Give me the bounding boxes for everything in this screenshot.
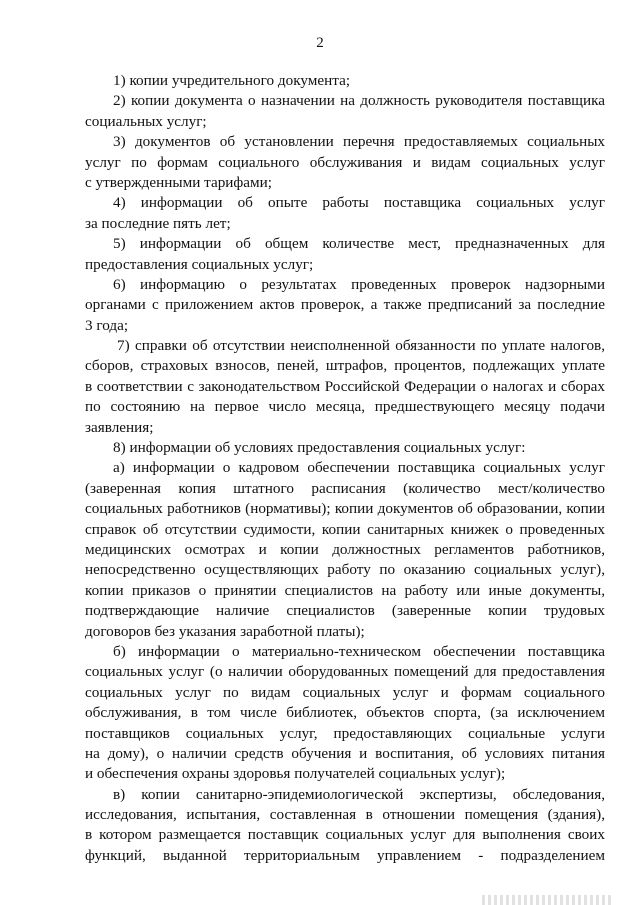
text-line: по состоянию на первое число месяца, предшествующего месяцу подачи (85, 398, 605, 416)
text-line: социальных услуг (о наличии оборудованных помещений для предоставления (85, 663, 605, 681)
text-line: договоров без указания заработной платы); (85, 622, 365, 640)
text-line: на дому), о наличии средств обучения и воспитания, об условиях питания (85, 744, 605, 762)
text-line: функций, выданной территориальным управлением - подразделением (85, 846, 605, 864)
text-line: обслуживания, в том числе библиотек, объектов спорта, (за исключением (85, 704, 605, 722)
text-line: за последние пять лет; (85, 214, 231, 232)
text-line: услуг по формам социального обслуживания и видам социальных услуг (85, 153, 605, 171)
text-line: в котором размещается поставщик социальных услуг для выполнения своих (85, 826, 605, 844)
text-line: социальных работников (нормативы); копии документов об образовании, копии (85, 500, 605, 518)
text-line: 4) информации об опыте работы поставщика социальных услуг (113, 194, 605, 212)
text-line: в соответствии с законодательством Российской Федерации о налогах и сборах (85, 377, 605, 395)
text-line: 1) копии учредительного документа; (113, 72, 351, 89)
text-line: б) информации о материально-техническом обеспечении поставщика (113, 642, 605, 660)
text-line: копии приказов о принятии специалистов на работу или иные документы, (85, 581, 605, 599)
text-line: подтверждающие наличие специалистов (заверенные копии трудовых (85, 602, 605, 620)
text-line: справок об отсутствии судимости, копии санитарных книжек о проведенных (85, 520, 605, 538)
text-line: сборов, страховых взносов, пеней, штрафов, процентов, подлежащих уплате (85, 357, 605, 375)
text-line: предоставления социальных услуг; (85, 255, 314, 273)
text-line: 5) информации об общем количестве мест, предназначенных для (113, 235, 605, 253)
text-line: и обеспечения охраны здоровья получателей социальных услуг); (85, 765, 506, 783)
text-line: 8) информации об условиях предоставления социальных услуг: (113, 439, 526, 457)
text-line: 3 года; (85, 316, 129, 334)
text-line: 7) справки об отсутствии неисполненной обязанности по уплате налогов, (117, 337, 605, 355)
text-line: (заверенная копия штатного расписания (количество мест/количество (85, 479, 605, 497)
text-line: медицинских осмотрах и копии должностных регламентов работников, (85, 540, 605, 558)
text-line: с утвержденными тарифами; (85, 173, 272, 191)
text-line: а) информации о кадровом обеспечении поставщика социальных услуг (113, 459, 605, 477)
text-line: исследования, испытания, составленная в отношении помещения (здания), (85, 806, 605, 824)
text-line: 2) копии документа о назначении на должность руководителя поставщика (113, 92, 605, 110)
text-line: органами с приложением актов проверок, а также предписаний за последние (85, 296, 605, 314)
text-line: 3) документов об установлении перечня предоставляемых социальных (113, 133, 605, 151)
document-body (85, 71, 605, 866)
text-line: непосредственно осуществляющих работу по оказанию социальных услуг), (85, 561, 605, 579)
text-line: социальных услуг; (85, 112, 207, 130)
text-line: заявления; (85, 418, 154, 436)
page-number: 2 (316, 35, 324, 51)
scan-artifact (482, 895, 612, 905)
text-line: 6) информацию о результатах проведенных проверок надзорными (113, 275, 605, 293)
text-line: социальных услуг по видам социальных услуг и формам социального (85, 683, 605, 701)
text-line: поставщиков социальных услуг, предоставляющих социальные услуги (85, 724, 605, 742)
text-line: в) копии санитарно-эпидемиологической экспертизы, обследования, (113, 785, 605, 803)
